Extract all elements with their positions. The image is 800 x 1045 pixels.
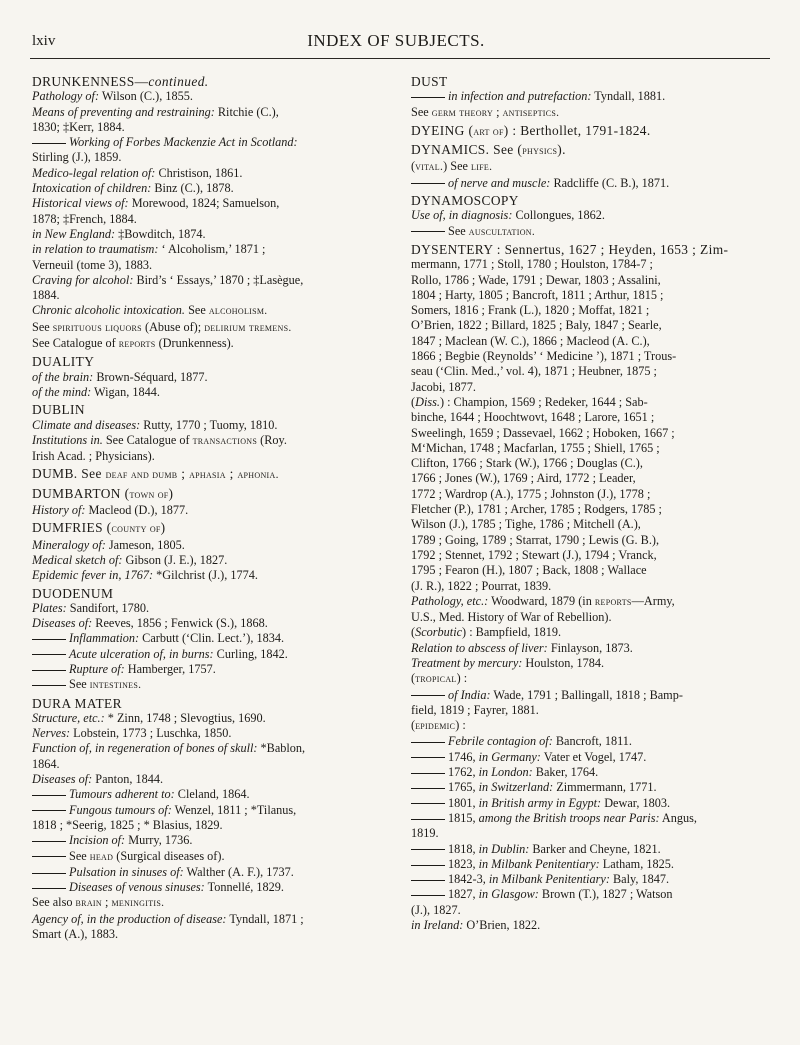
index-heading: DUMFRIES (county of): [32, 520, 166, 536]
index-line: Stirling (J.), 1859.: [32, 150, 122, 165]
index-line: Chronic alcoholic intoxication. See alcoholism.: [32, 303, 268, 318]
index-line: (vital.) See life.: [411, 159, 493, 174]
index-line: Acute ulceration of, in burns: Curling, 1842.: [32, 647, 390, 662]
index-line: (tropical) :: [411, 671, 468, 686]
index-line: (Scorbutic) : Bampfield, 1819.: [411, 625, 562, 640]
index-line: 1866 ; Begbie (Reynolds’ ‘ Medicine ’), 1871 ; Trous-: [411, 349, 677, 364]
index-line: Fletcher (P.), 1781 ; Archer, 1785 ; Rodgers, 1785 ;: [411, 502, 662, 517]
index-line: Institutions in. See Catalogue of transactions (Roy.: [32, 432, 287, 447]
index-line: Rupture of: Hamberger, 1757.: [32, 662, 390, 677]
page-title: INDEX OF SUBJECTS.: [307, 31, 485, 50]
index-line: See auscultation.: [411, 224, 779, 240]
header-rule: [30, 58, 770, 59]
index-line: (Diss.) : Champion, 1569 ; Redeker, 1644 ; Sab-: [411, 394, 648, 409]
index-line: Structure, etc.: * Zinn, 1748 ; Slevogtius, 1690.: [32, 710, 266, 725]
index-heading: DUODENUM: [32, 585, 114, 601]
index-heading: DYEING (art of) : Berthollet, 1791-1824.: [411, 122, 651, 138]
index-heading: DUALITY: [32, 354, 95, 370]
index-line: 1792 ; Stennet, 1792 ; Stewart (J.), 1794 ; Vranck,: [411, 547, 657, 562]
index-line: Fungous tumours of: Wenzel, 1811 ; *Tilanus,: [32, 803, 390, 818]
index-line: Use of, in diagnosis: Collongues, 1862.: [411, 208, 605, 223]
right-column: [411, 72, 779, 933]
index-line: Diseases of: Panton, 1844.: [32, 772, 164, 787]
index-line: seau (‘Clin. Med.,’ vol. 4), 1871 ; Heubner, 1875 ;: [411, 364, 657, 379]
index-line: 1765, in Switzerland: Zimmermann, 1771.: [411, 780, 779, 795]
index-line: 1804 ; Harty, 1805 ; Bancroft, 1811 ; Arthur, 1815 ;: [411, 287, 664, 302]
index-line: of the brain: Brown-Séquard, 1877.: [32, 369, 208, 384]
index-line: Nerves: Lobstein, 1773 ; Luschka, 1850.: [32, 726, 232, 741]
index-line: Febrile contagion of: Bancroft, 1811.: [411, 734, 779, 749]
index-line: Verneuil (tome 3), 1883.: [32, 257, 153, 272]
index-heading: DUMB. See deaf and dumb ; aphasia ; aphonia.: [32, 466, 279, 482]
index-line: Historical views of: Morewood, 1824; Samuelson,: [32, 196, 280, 211]
index-line: See Catalogue of reports (Drunkenness).: [32, 336, 234, 351]
index-line: Diseases of venous sinuses: Tonnellé, 1829.: [32, 880, 390, 895]
index-line: in infection and putrefaction: Tyndall, 1881.: [411, 89, 779, 104]
index-heading: DRUNKENNESS—continued.: [32, 74, 209, 89]
index-line: Medical sketch of: Gibson (J. E.), 1827.: [32, 552, 228, 567]
index-line: Treatment by mercury: Houlston, 1784.: [411, 655, 605, 670]
index-line: 1818 ; *Seerig, 1825 ; * Blasius, 1829.: [32, 817, 223, 832]
index-line: 1746, in Germany: Vater et Vogel, 1747.: [411, 750, 779, 765]
index-line: Climate and diseases: Rutty, 1770 ; Tuomy, 1810.: [32, 417, 278, 432]
index-heading: DURA MATER: [32, 695, 122, 711]
index-line: Craving for alcohol: Bird’s ‘ Essays,’ 1870 ; ‡Lasègue,: [32, 272, 304, 287]
index-line: See also brain ; meningitis.: [32, 895, 165, 910]
index-line: Rollo, 1786 ; Wade, 1791 ; Dewar, 1803 ; Assalini,: [411, 272, 661, 287]
index-line: in New England: ‡Bowditch, 1874.: [32, 226, 206, 241]
index-line: See intestines.: [32, 677, 390, 693]
index-line: 1766 ; Jones (W.), 1769 ; Aird, 1772 ; Leader,: [411, 471, 636, 486]
index-line: Intoxication of children: Binz (C.), 1878.: [32, 181, 234, 196]
index-line: (epidemic) :: [411, 718, 466, 733]
index-line: O’Brien, 1822 ; Billard, 1825 ; Baly, 1847 ; Searle,: [411, 318, 662, 333]
index-line: History of: Macleod (D.), 1877.: [32, 503, 189, 518]
index-line: Diseases of: Reeves, 1856 ; Fenwick (S.), 1868.: [32, 616, 268, 631]
index-line: 1864.: [32, 756, 60, 771]
index-line: 1884.: [32, 288, 60, 303]
index-line: M‘Michan, 1748 ; Macfarlan, 1755 ; Shiell, 1765 ;: [411, 440, 660, 455]
index-heading: DYSENTERY : Sennertus, 1627 ; Heyden, 1653 ; Zim-: [411, 241, 729, 257]
index-line: 1772 ; Wardrop (A.), 1775 ; Johnston (J.), 1778 ;: [411, 486, 651, 501]
index-line: 1830; ‡Kerr, 1884.: [32, 119, 125, 134]
index-line: U.S., Med. History of War of Rebellion).: [411, 610, 612, 625]
index-heading: DUMBARTON (town of): [32, 485, 174, 501]
index-line: Plates: Sandifort, 1780.: [32, 600, 150, 615]
index-line: 1801, in British army in Egypt: Dewar, 1803.: [411, 796, 779, 811]
index-line: Pathology of: Wilson (C.), 1855.: [32, 89, 193, 104]
index-line: 1818, in Dublin: Barker and Cheyne, 1821.: [411, 842, 779, 857]
page-header: [16, 33, 776, 57]
index-line: Mineralogy of: Jameson, 1805.: [32, 537, 185, 552]
index-heading: DUBLIN: [32, 402, 85, 418]
index-line: Means of preventing and restraining: Ritchie (C.),: [32, 104, 279, 119]
index-line: (J. R.), 1822 ; Pourrat, 1839.: [411, 578, 552, 593]
index-line: 1842-3, in Milbank Penitentiary: Baly, 1847.: [411, 872, 779, 887]
index-line: Medico-legal relation of: Christison, 1861.: [32, 165, 243, 180]
index-line: Function of, in regeneration of bones of skull: *Bablon,: [32, 741, 306, 756]
index-line: Clifton, 1766 ; Stark (W.), 1766 ; Douglas (C.),: [411, 456, 643, 471]
index-line: 1827, in Glasgow: Brown (T.), 1827 ; Watson: [411, 887, 779, 902]
index-line: Pathology, etc.: Woodward, 1879 (in reports—Army,: [411, 593, 675, 608]
index-line: Tumours adherent to: Cleland, 1864.: [32, 787, 390, 802]
index-heading: DYNAMICS. See (physics).: [411, 142, 566, 158]
index-line: (J.), 1827.: [411, 902, 461, 917]
index-line: Pulsation in sinuses of: Walther (A. F.), 1737.: [32, 865, 390, 880]
index-line: Sweelingh, 1659 ; Dassevael, 1662 ; Hoboken, 1667 ;: [411, 425, 675, 440]
index-line: Working of Forbes Mackenzie Act in Scotland:: [32, 135, 390, 150]
index-line: in relation to traumatism: ‘ Alcoholism,’ 1871 ;: [32, 242, 266, 257]
index-line: Somers, 1816 ; Frank (L.), 1820 ; Moffat, 1821 ;: [411, 303, 650, 318]
index-line: Inflammation: Carbutt (‘Clin. Lect.’), 1834.: [32, 631, 390, 646]
index-line: 1762, in London: Baker, 1764.: [411, 765, 779, 780]
index-line: 1795 ; Fearon (H.), 1807 ; Back, 1808 ; Wallace: [411, 563, 647, 578]
index-line: Wilson (J.), 1785 ; Tighe, 1786 ; Mitchell (A.),: [411, 517, 641, 532]
index-line: See spirituous liquors (Abuse of); delirium tremens.: [32, 319, 292, 334]
index-line: Relation to abscess of liver: Finlayson, 1873.: [411, 640, 633, 655]
index-heading: DUST: [411, 74, 448, 89]
index-line: Incision of: Murry, 1736.: [32, 833, 390, 848]
index-line: See germ theory ; antiseptics.: [411, 104, 560, 119]
index-line: Irish Acad. ; Physicians).: [32, 449, 155, 464]
index-line: 1823, in Milbank Penitentiary: Latham, 1825.: [411, 857, 779, 872]
index-line: See head (Surgical diseases of).: [32, 849, 390, 865]
index-line: of India: Wade, 1791 ; Ballingall, 1818 ; Bamp-: [411, 688, 779, 703]
index-line: binche, 1644 ; Hoochtwovt, 1648 ; Larore, 1651 ;: [411, 410, 655, 425]
page-number: lxiv: [32, 33, 56, 49]
index-line: 1815, among the British troops near Paris: Angus,: [411, 811, 779, 826]
index-line: of nerve and muscle: Radcliffe (C. B.), 1871.: [411, 176, 779, 191]
index-line: field, 1819 ; Fayrer, 1881.: [411, 702, 539, 717]
index-line: Smart (A.), 1883.: [32, 927, 119, 942]
index-line: 1847 ; Maclean (W. C.), 1866 ; Macleod (A. C.),: [411, 333, 650, 348]
index-heading: DYNAMOSCOPY: [411, 193, 519, 209]
index-line: Epidemic fever in, 1767: *Gilchrist (J.), 1774.: [32, 568, 258, 583]
index-line: Agency of, in the production of disease: Tyndall, 1871 ;: [32, 911, 304, 926]
index-line: Jacobi, 1877.: [411, 379, 476, 394]
index-line: in Ireland: O’Brien, 1822.: [411, 918, 541, 933]
index-line: 1878; ‡French, 1884.: [32, 211, 137, 226]
index-line: 1819.: [411, 826, 439, 841]
left-column: [32, 72, 390, 942]
index-line: mermann, 1771 ; Stoll, 1780 ; Houlston, 1784-7 ;: [411, 257, 653, 272]
index-line: 1789 ; Going, 1789 ; Starrat, 1790 ; Lewis (G. B.),: [411, 532, 660, 547]
index-line: of the mind: Wigan, 1844.: [32, 384, 160, 399]
